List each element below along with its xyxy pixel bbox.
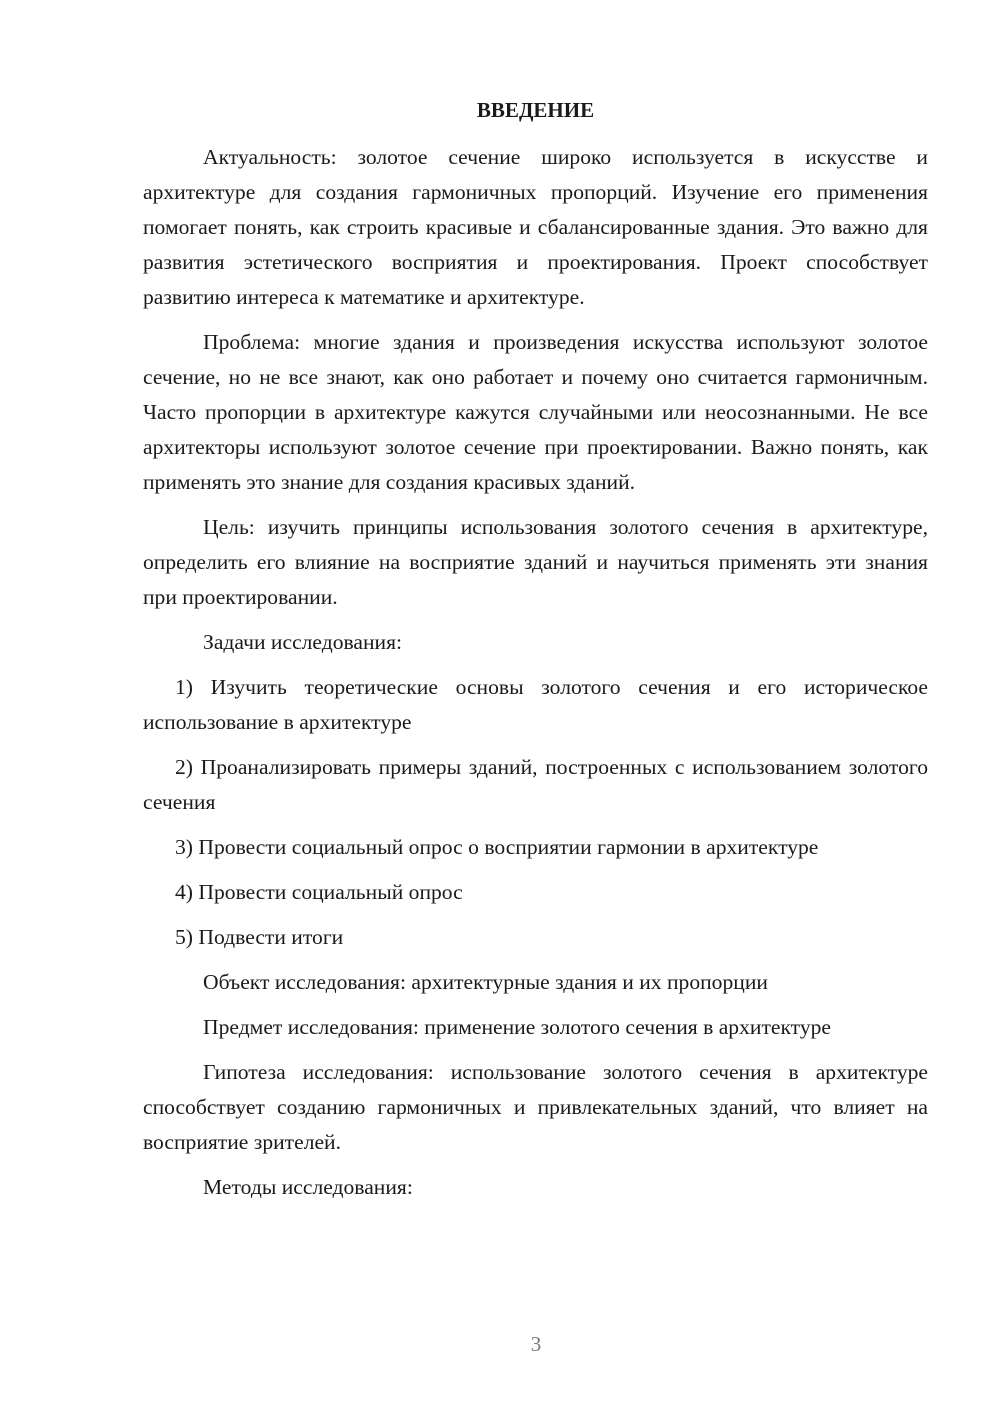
document-page xyxy=(143,94,928,1215)
page-title: ВВЕДЕНИЕ xyxy=(476,98,595,122)
problem-paragraph: Проблема: многие здания и произведения искусства используют золотое сечение, но не все знают, как оно работает и почему оно считается гармоничным. Часто пропорции в архитектуре кажутся случайными или неосознанными. Не все архитекторы используют золотое сечение при проектировании. Важно понять, как применять это знание для создания красивых зданий. xyxy=(143,330,928,494)
hypothesis-paragraph: Гипотеза исследования: использование золотого сечения в архитектуре способствует созданию гармоничных и привлекательных зданий, что влияет на восприятие зрителей. xyxy=(143,1060,928,1154)
task-item-1: 1) Изучить теоретические основы золотого сечения и его историческое использование в архитектуре xyxy=(143,675,928,734)
goal-paragraph: Цель: изучить принципы использования золотого сечения в архитектуре, определить его влияние на восприятие зданий и научиться применять эти знания при проектировании. xyxy=(143,515,928,609)
page-number: 3 xyxy=(530,1332,542,1356)
research-object: Объект исследования: архитектурные здания и их пропорции xyxy=(203,970,768,994)
methods-heading: Методы исследования: xyxy=(203,1175,413,1199)
research-subject: Предмет исследования: применение золотого сечения в архитектуре xyxy=(203,1015,832,1039)
task-item-4: 4) Провести социальный опрос xyxy=(175,880,463,904)
task-item-5: 5) Подвести итоги xyxy=(175,925,344,949)
task-item-2: 2) Проанализировать примеры зданий, построенных с использованием золотого сечения xyxy=(143,755,928,814)
task-item-3: 3) Провести социальный опрос о восприятии гармонии в архитектуре xyxy=(175,835,819,859)
relevance-paragraph: Актуальность: золотое сечение широко используется в искусстве и архитектуре для создания гармоничных пропорций. Изучение его применения помогает понять, как строить красивые и сбалансированные здания. Это важно для развития эстетического восприятия и проектирования. Проект способствует развитию интереса к математике и архитектуре. xyxy=(143,145,928,309)
tasks-heading: Задачи исследования: xyxy=(203,630,403,654)
